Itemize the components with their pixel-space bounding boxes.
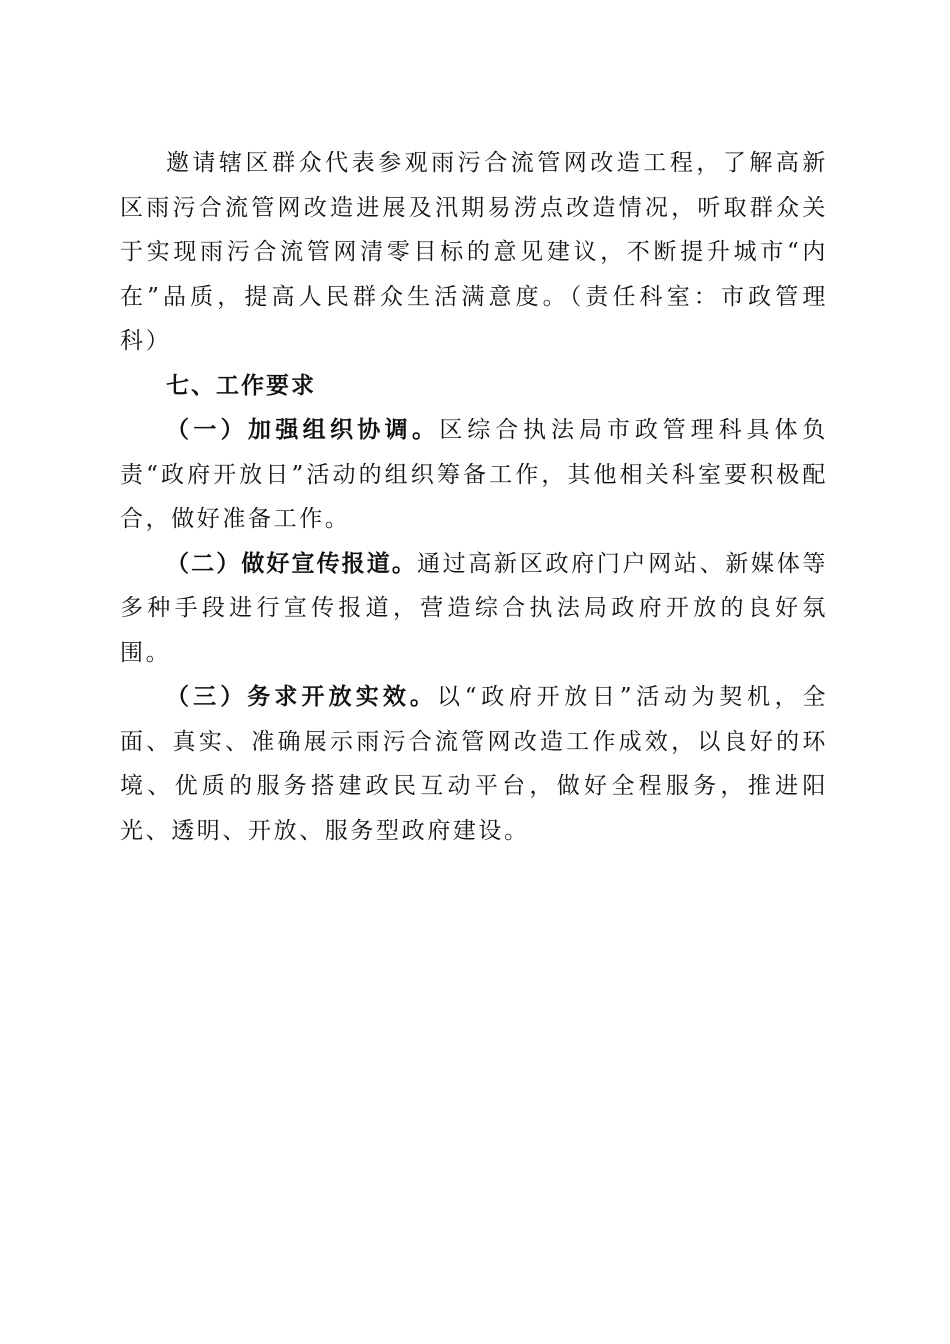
requirement-lead-1: （一）加强组织协调。: [166, 417, 440, 443]
requirement-paragraph-2: [120, 542, 828, 676]
requirement-lead-2: （二）做好宣传报道。: [166, 550, 417, 577]
requirement-text-1: 区综合执法局市政管理科具体负责“政府开放日”活动的组织筹备工作，其他相关科室要积极配合，做好准备工作。: [120, 417, 829, 532]
document-body: [120, 141, 828, 853]
requirement-paragraph-1: [120, 408, 828, 542]
requirement-text-3: 以“政府开放日”活动为契机，全面、真实、准确展示雨污合流管网改造工作成效，以良好的环境、优质的服务搭建政民互动平台，做好全程服务，推进阳光、透明、开放、服务型政府建设。: [120, 684, 828, 844]
requirement-lead-3: （三）务求开放实效。: [166, 684, 438, 710]
section-heading: 七、工作要求: [166, 372, 316, 399]
intro-paragraph: 邀请辖区群众代表参观雨污合流管网改造工程，了解高新区雨污合流管网改造进展及汛期易涝点改造情况，听取群众关于实现雨污合流管网清零目标的意见建议，不断提升城市“内在”品质，提高人民群众生活满意度。（责任科室：市政管理科）: [120, 150, 828, 354]
requirement-text-2: 通过高新区政府门户网站、新媒体等多种手段进行宣传报道，营造综合执法局政府开放的良好氛围。: [120, 550, 829, 666]
requirement-paragraph-3: [120, 675, 828, 853]
